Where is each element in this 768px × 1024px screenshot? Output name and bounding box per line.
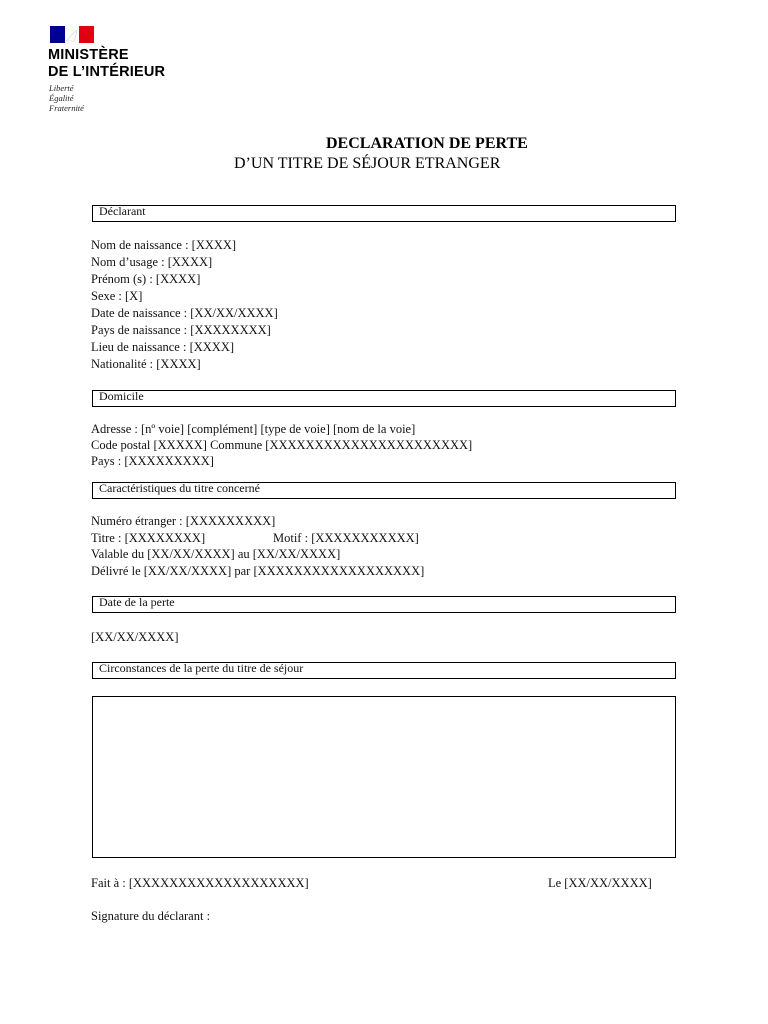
field-fait-a: Fait à : [XXXXXXXXXXXXXXXXXXX]	[91, 876, 309, 890]
motto-liberte: Liberté	[49, 83, 74, 93]
field-nom-naissance: Nom de naissance : [XXXX]	[91, 238, 237, 252]
field-numero-etranger: Numéro étranger : [XXXXXXXXX]	[91, 514, 276, 528]
logo-ministere: MINISTÈRE	[48, 47, 129, 63]
section-circonstances	[92, 662, 676, 679]
field-nom-usage: Nom d’usage : [XXXX]	[91, 255, 213, 269]
section-titre-heading: Caractéristiques du titre concerné	[99, 481, 260, 495]
field-code-postal-commune: Code postal [XXXXX] Commune [XXXXXXXXXXXXXXXXXXXXXX]	[91, 438, 473, 452]
section-date-perte-heading: Date de la perte	[99, 595, 175, 609]
section-domicile	[92, 390, 676, 407]
section-domicile-heading: Domicile	[99, 389, 144, 403]
field-delivre: Délivré le [XX/XX/XXXX] par [XXXXXXXXXXXXXXXXXX]	[91, 564, 425, 578]
motto-egalite: Égalité	[49, 93, 74, 103]
field-valable: Valable du [XX/XX/XXXX] au [XX/XX/XXXX]	[91, 547, 341, 561]
field-lieu-naissance: Lieu de naissance : [XXXX]	[91, 340, 235, 354]
document-subtitle: D’UN TITRE DE SÉJOUR ETRANGER	[234, 155, 501, 172]
section-declarant-heading: Déclarant	[99, 204, 146, 218]
field-date-le: Le [XX/XX/XXXX]	[548, 876, 652, 890]
field-pays-naissance: Pays de naissance : [XXXXXXXX]	[91, 323, 271, 337]
field-sexe: Sexe : [X]	[91, 289, 143, 303]
field-date-perte: [XX/XX/XXXX]	[91, 630, 179, 644]
field-prenom: Prénom (s) : [XXXX]	[91, 272, 201, 286]
motto-fraternite: Fraternité	[49, 103, 84, 113]
field-motif: Motif : [XXXXXXXXXXX]	[273, 531, 419, 545]
section-titre	[92, 482, 676, 499]
field-adresse: Adresse : [nº voie] [complément] [type de voie] [nom de la voie]	[91, 422, 416, 436]
signature-label: Signature du déclarant :	[91, 909, 211, 923]
field-titre: Titre : [XXXXXXXX]	[91, 531, 206, 545]
circonstances-textbox[interactable]	[92, 696, 676, 858]
section-circonstances-heading: Circonstances de la perte du titre de séjour	[99, 661, 304, 675]
field-pays: Pays : [XXXXXXXXX]	[91, 454, 214, 468]
document-title: DECLARATION DE PERTE	[326, 135, 528, 152]
field-date-naissance: Date de naissance : [XX/XX/XXXX]	[91, 306, 278, 320]
section-declarant	[92, 205, 676, 222]
logo-interieur: DE L’INTÉRIEUR	[48, 64, 166, 80]
section-date-perte	[92, 596, 676, 613]
marianne-flag-icon	[50, 26, 94, 43]
field-nationalite: Nationalité : [XXXX]	[91, 357, 201, 371]
